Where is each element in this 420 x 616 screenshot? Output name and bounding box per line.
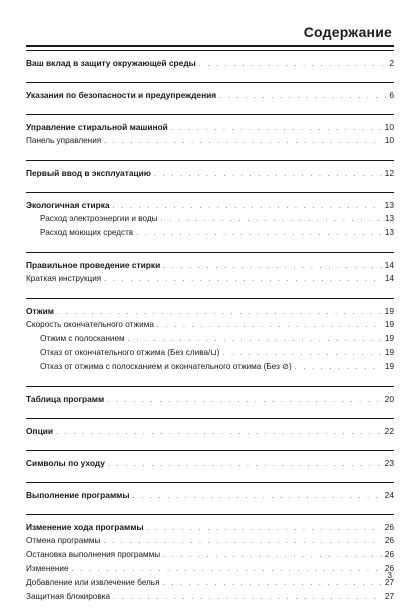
toc-entry-page: 27 [384, 578, 394, 587]
dot-leader [160, 213, 381, 227]
toc-subentry[interactable] [26, 360, 394, 374]
table-of-contents [26, 50, 394, 616]
dot-leader [171, 122, 382, 136]
toc-entry-page: 2 [389, 58, 394, 68]
toc-entry-page: 14 [384, 274, 394, 283]
dot-leader [154, 168, 382, 182]
toc-entry-label: Указания по безопасности и предупреждения [26, 90, 217, 100]
toc-heading-entry[interactable] [26, 56, 394, 70]
toc-entry-page: 26 [384, 522, 394, 532]
toc-entry-page: 10 [384, 122, 394, 132]
toc-subentry[interactable] [26, 346, 394, 360]
toc-entry-label: Добавление или извлечение белья [26, 578, 160, 587]
toc-entry-label: Расход электроэнергии и воды [40, 214, 158, 223]
toc-subentry[interactable] [26, 548, 394, 562]
dot-leader [163, 260, 381, 274]
toc-heading-entry[interactable] [26, 424, 394, 438]
toc-entry-label: Правильное проведение стирки [26, 260, 161, 270]
toc-entry-page: 19 [384, 362, 394, 371]
dot-leader [147, 522, 382, 536]
dot-leader [157, 319, 382, 333]
toc-entry-label: Отказ от отжима с полосканием и окончательного отжима (Без ⊘) [40, 362, 292, 371]
dot-leader [222, 347, 381, 361]
toc-entry-label: Изменение [26, 564, 69, 573]
toc-entry-label: Панель управления [26, 136, 102, 145]
toc-entry-label: Экологичная стирка [26, 200, 110, 210]
dot-leader [104, 273, 382, 287]
toc-section [26, 514, 394, 604]
toc-subentry[interactable] [26, 576, 394, 590]
dot-leader [113, 591, 382, 605]
title-rule [26, 45, 394, 47]
toc-section [26, 160, 394, 180]
toc-entry-page: 13 [384, 200, 394, 210]
toc-entry-page: 10 [384, 136, 394, 145]
dot-leader [295, 361, 382, 375]
toc-entry-label: Изменение хода программы [26, 522, 144, 532]
dot-leader [219, 90, 386, 104]
toc-entry-label: Выполнение программы [26, 490, 130, 500]
toc-entry-page: 20 [384, 394, 394, 404]
toc-entry-page: 26 [384, 550, 394, 559]
toc-subentry[interactable] [26, 134, 394, 148]
toc-heading-entry[interactable] [26, 392, 394, 406]
toc-heading-entry[interactable] [26, 166, 394, 180]
toc-entry-label: Опции [26, 426, 54, 436]
toc-entry-page: 23 [384, 458, 394, 468]
toc-entry-label: Отмена программы [26, 536, 101, 545]
toc-section [26, 298, 394, 374]
dot-leader [56, 426, 382, 440]
dot-leader [133, 490, 382, 504]
dot-leader [199, 58, 387, 72]
toc-entry-page: 6 [389, 90, 394, 100]
toc-heading-entry[interactable] [26, 198, 394, 212]
toc-entry-label: Остановка выполнения программы [26, 550, 161, 559]
toc-heading-entry[interactable] [26, 304, 394, 318]
toc-entry-page: 19 [384, 320, 394, 329]
toc-section [26, 450, 394, 470]
toc-section [26, 114, 394, 148]
dot-leader [104, 135, 382, 149]
toc-section [26, 418, 394, 438]
toc-subentry[interactable] [26, 272, 394, 286]
toc-section [26, 482, 394, 502]
toc-section [26, 386, 394, 406]
toc-subentry[interactable] [26, 562, 394, 576]
toc-subentry[interactable] [26, 318, 394, 332]
toc-entry-label: Расход моющих средств [40, 228, 134, 237]
page-number: 3 [387, 571, 392, 580]
toc-section [26, 50, 394, 70]
toc-entry-page: 13 [384, 228, 394, 237]
toc-entry-page: 19 [384, 348, 394, 357]
toc-entry-page: 12 [384, 168, 394, 178]
toc-entry-label: Отжим с полосканием [40, 334, 125, 343]
toc-entry-page: 19 [384, 306, 394, 316]
dot-leader [72, 563, 382, 577]
dot-leader [136, 227, 382, 241]
toc-entry-label: Таблица программ [26, 394, 105, 404]
toc-entry-label: Символы по уходу [26, 458, 105, 468]
dot-leader [103, 535, 381, 549]
dot-leader [107, 394, 381, 408]
toc-entry-label: Скорость окончательного отжима [26, 320, 154, 329]
toc-subentry[interactable] [26, 590, 394, 604]
toc-heading-entry[interactable] [26, 520, 394, 534]
toc-entry-page: 14 [384, 260, 394, 270]
toc-subentry[interactable] [26, 332, 394, 346]
toc-subentry[interactable] [26, 534, 394, 548]
toc-entry-label: Отказ от окончательного отжима (Без слива/⊔) [40, 348, 220, 357]
dot-leader [163, 549, 382, 563]
toc-subentry[interactable] [26, 226, 394, 240]
toc-entry-page: 13 [384, 214, 394, 223]
toc-subentry[interactable] [26, 212, 394, 226]
toc-section [26, 192, 394, 240]
toc-heading-entry[interactable] [26, 88, 394, 102]
toc-entry-label: Первый ввод в эксплуатацию [26, 168, 151, 178]
toc-entry-label: Отжим [26, 306, 54, 316]
toc-heading-entry[interactable] [26, 258, 394, 272]
toc-entry-page: 26 [384, 536, 394, 545]
toc-entry-page: 27 [384, 592, 394, 601]
dot-leader [128, 333, 382, 347]
page-title: Содержание [303, 24, 392, 40]
toc-entry-label: Ваш вклад в защиту окружающей среды [26, 58, 196, 68]
toc-heading-entry[interactable] [26, 456, 394, 470]
toc-entry-label: Краткая инструкция [26, 274, 102, 283]
toc-entry-label: Защитная блокировка [26, 592, 111, 601]
toc-section [26, 82, 394, 102]
toc-section [26, 252, 394, 286]
toc-entry-label: Управление стиральной машиной [26, 122, 168, 132]
toc-entry-page: 22 [384, 426, 394, 436]
dot-leader [108, 458, 382, 472]
toc-entry-page: 24 [384, 490, 394, 500]
toc-entry-page: 26 [384, 564, 394, 573]
dot-leader [163, 577, 382, 591]
toc-heading-entry[interactable] [26, 488, 394, 502]
toc-heading-entry[interactable] [26, 120, 394, 134]
toc-entry-page: 19 [384, 334, 394, 343]
